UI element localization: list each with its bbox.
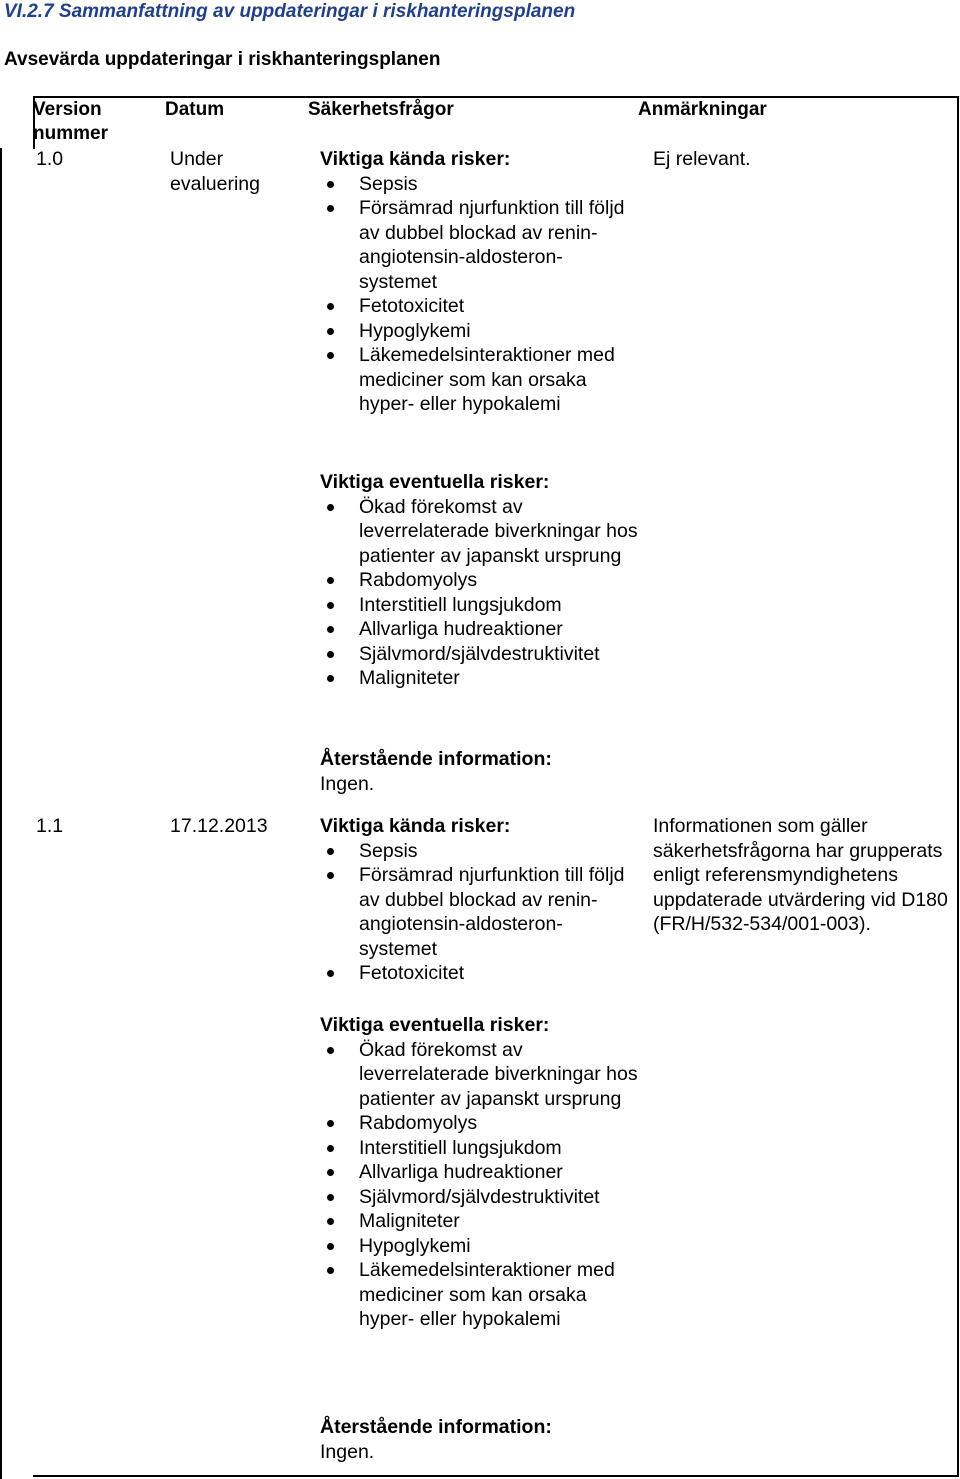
bullet-icon xyxy=(327,1267,334,1274)
risk-text: Allvarliga hudreaktioner xyxy=(359,618,563,640)
bullet-icon xyxy=(327,352,334,359)
risk-text: Läkemedelsinteraktioner med mediciner som kan orsaka hyper- eller hypokalemi xyxy=(359,344,615,415)
risk-list-item xyxy=(320,593,640,618)
risk-list-item xyxy=(320,1209,640,1234)
risk-list-item xyxy=(320,172,640,197)
risk-list-item xyxy=(320,294,640,319)
risk-text: Interstitiell lungsjukdom xyxy=(359,593,562,616)
risk-list-item xyxy=(320,568,640,593)
bullet-icon xyxy=(327,626,334,633)
risk-list-item xyxy=(320,617,640,642)
bullet-icon xyxy=(327,872,334,879)
section-title: VI.2.7 Sammanfattning av uppdateringar i riskhanteringsplanen xyxy=(4,1,576,22)
bullet-icon xyxy=(327,1120,334,1127)
bullet-icon xyxy=(327,602,334,609)
risk-list-item xyxy=(320,1185,640,1210)
bullet-icon xyxy=(327,970,334,977)
row-1-known-risks xyxy=(320,147,640,417)
row-2-date: 17.12.2013 xyxy=(170,815,268,837)
row-2-version: 1.1 xyxy=(36,815,64,837)
row-2-potential-risks xyxy=(320,1013,640,1332)
bullet-icon xyxy=(327,1047,334,1054)
missing-info-text: Ingen. xyxy=(320,1440,375,1463)
risk-list-item xyxy=(320,495,640,569)
risk-text: Sepsis xyxy=(359,172,418,195)
risk-list-item xyxy=(320,863,640,961)
row-2-remarks: Informationen som gäller säkerhetsfrågorna har grupperats enligt referensmyndighetens uppdaterade utvärdering vid D180 (FR/H/532-534/001-003). xyxy=(653,815,948,935)
risk-text: Ökad förekomst av leverrelaterade biverkningar hos patienter av japanskt ursprung xyxy=(359,1038,638,1110)
bullet-icon xyxy=(327,504,334,511)
risk-text: Interstitiell lungsjukdom xyxy=(359,1136,562,1159)
risk-list-item xyxy=(320,196,640,294)
bullet-icon xyxy=(327,205,334,212)
row-1-remarks: Ej relevant. xyxy=(653,148,751,170)
missing-info-heading: Återstående information: xyxy=(320,748,552,770)
bullet-icon xyxy=(327,675,334,682)
risk-text: Rabdomyolys xyxy=(359,1112,478,1134)
risk-text: Försämrad njurfunktion till följd av dubbel blockad av renin-angiotensin-aldosteron-systemet xyxy=(359,197,625,293)
table-border-left xyxy=(0,148,2,1479)
bullet-icon xyxy=(327,1243,334,1250)
risk-text: Försämrad njurfunktion till följd av dubbel blockad av renin-angiotensin-aldosteron-systemet xyxy=(359,864,625,960)
risk-list-item xyxy=(320,1038,640,1112)
header-version: Version nummer xyxy=(33,99,108,144)
row-1-date: Under evaluering xyxy=(170,148,260,195)
risk-list-item xyxy=(320,319,640,344)
risk-text: Rabdomyolys xyxy=(359,569,478,591)
bullet-icon xyxy=(327,577,334,584)
risk-text: Hypoglykemi xyxy=(359,1234,471,1257)
risk-list-item xyxy=(320,1160,640,1185)
risk-text: Fetotoxicitet xyxy=(359,295,465,317)
header-issues: Säkerhetsfrågor xyxy=(308,99,454,120)
risk-text: Självmord/självdestruktivitet xyxy=(359,642,600,665)
potential-risks-heading: Viktiga eventuella risker: xyxy=(320,1014,550,1036)
bullet-icon xyxy=(327,181,334,188)
bullet-icon xyxy=(327,1194,334,1201)
risk-text: Självmord/självdestruktivitet xyxy=(359,1185,600,1208)
bullet-icon xyxy=(327,1145,334,1152)
risk-list-item xyxy=(320,1258,640,1332)
risk-list-item xyxy=(320,642,640,667)
risk-text: Ökad förekomst av leverrelaterade biverkningar hos patienter av japanskt ursprung xyxy=(359,495,638,567)
risk-list-item xyxy=(320,1136,640,1161)
risk-text: Maligniteter xyxy=(359,1210,460,1232)
bullet-icon xyxy=(327,303,334,310)
header-date: Datum xyxy=(165,99,225,120)
risk-list-item xyxy=(320,343,640,417)
risk-list-item xyxy=(320,666,640,691)
risk-text: Läkemedelsinteraktioner med mediciner som kan orsaka hyper- eller hypokalemi xyxy=(359,1259,615,1330)
row-2-known-risks xyxy=(320,814,640,986)
row-1-version: 1.0 xyxy=(36,148,64,170)
risk-text: Sepsis xyxy=(359,839,418,862)
bullet-icon xyxy=(327,848,334,855)
potential-risks-heading: Viktiga eventuella risker: xyxy=(320,471,550,493)
risk-text: Hypoglykemi xyxy=(359,319,471,342)
risk-list-item xyxy=(320,961,640,986)
risk-list-item xyxy=(320,1234,640,1259)
risk-list-item xyxy=(320,839,640,864)
risk-text: Maligniteter xyxy=(359,667,460,689)
bullet-icon xyxy=(327,1169,334,1176)
header-remarks: Anmärkningar xyxy=(638,99,767,120)
bullet-icon xyxy=(327,328,334,335)
bullet-icon xyxy=(327,1218,334,1225)
missing-info-text: Ingen. xyxy=(320,772,375,795)
missing-info-heading: Återstående information: xyxy=(320,1416,552,1438)
known-risks-heading: Viktiga kända risker: xyxy=(320,148,511,170)
risk-list-item xyxy=(320,1111,640,1136)
row-1-missing-info xyxy=(320,747,640,796)
risk-text: Allvarliga hudreaktioner xyxy=(359,1161,563,1183)
row-2-missing-info xyxy=(320,1415,640,1464)
row-1-potential-risks xyxy=(320,470,640,691)
risk-text: Fetotoxicitet xyxy=(359,962,465,984)
subtitle: Avsevärda uppdateringar i riskhanteringsplanen xyxy=(4,49,441,70)
known-risks-heading: Viktiga kända risker: xyxy=(320,815,511,837)
bullet-icon xyxy=(327,651,334,658)
